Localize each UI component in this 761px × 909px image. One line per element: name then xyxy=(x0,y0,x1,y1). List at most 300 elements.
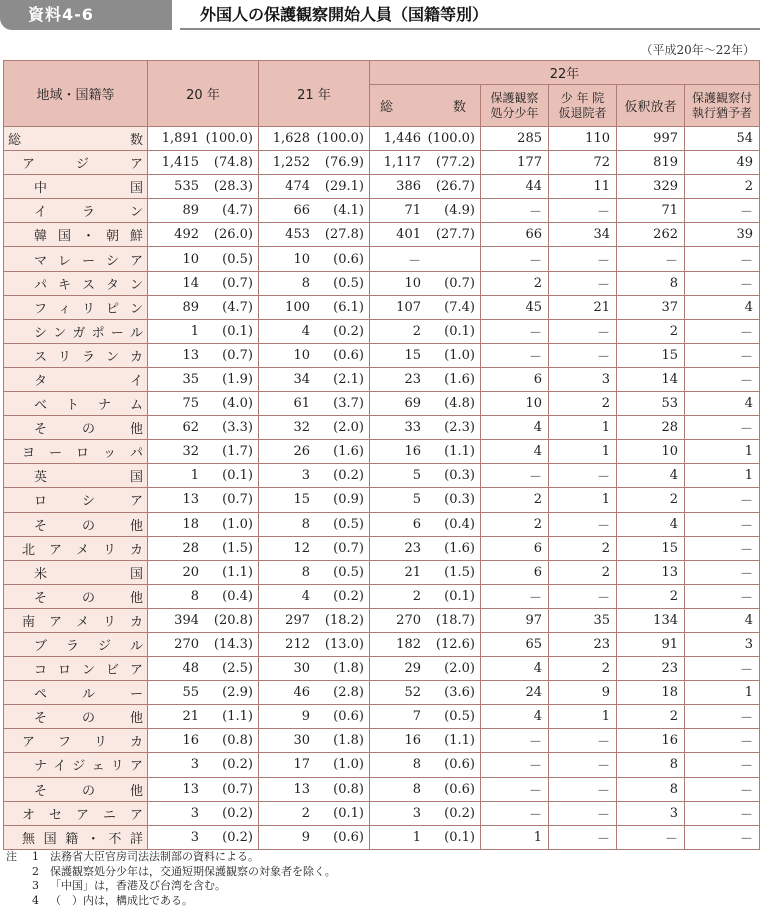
note-text: 「中国」は，香港及び台湾を含む。 xyxy=(50,879,226,892)
cell-value: 9 xyxy=(301,709,310,725)
cell-value: 6 xyxy=(412,516,421,532)
label-char: 国 xyxy=(129,566,143,582)
table-row xyxy=(4,536,760,560)
label-char: ジ xyxy=(97,639,111,655)
cell-value: 52 xyxy=(404,685,421,701)
note-item xyxy=(6,894,336,909)
cell-c4: － xyxy=(685,560,760,584)
cell-percent: (0.8) xyxy=(222,733,253,749)
cell-y21 xyxy=(259,801,370,825)
cell-percent: (0.7) xyxy=(222,492,253,508)
cell-y20 xyxy=(148,681,259,705)
note-prefix xyxy=(6,879,32,894)
cell-percent: (0.6) xyxy=(333,709,364,725)
table-row xyxy=(4,464,760,488)
cell-value: 5 xyxy=(412,468,421,484)
cell-value: 13 xyxy=(293,781,310,797)
data-table xyxy=(3,60,760,850)
label-char: ム xyxy=(129,398,143,414)
label-char: の xyxy=(81,518,95,534)
table-row xyxy=(4,608,760,632)
cell-value: 2 xyxy=(301,805,310,821)
note-prefix: 注 xyxy=(6,850,17,863)
row-label xyxy=(4,608,148,632)
cell-y21 xyxy=(259,151,370,175)
cell-y20 xyxy=(148,632,259,656)
cell-percent: (0.7) xyxy=(222,347,253,363)
label-char: ア xyxy=(129,494,143,510)
cell-y20 xyxy=(148,464,259,488)
label-char: カ xyxy=(129,614,143,630)
row-label xyxy=(4,223,148,247)
cell-percent: (27.7) xyxy=(435,227,475,243)
cell-percent: (26.7) xyxy=(435,179,475,195)
cell-percent: (3.3) xyxy=(222,420,253,436)
cell-y21 xyxy=(259,416,370,440)
cell-value: 32 xyxy=(182,444,199,460)
label-char: 他 xyxy=(129,590,143,606)
label-char: ピ xyxy=(105,301,119,317)
cell-y20 xyxy=(148,488,259,512)
yuyo-line-2: 執行猶予者 xyxy=(691,105,752,120)
cell-value: 3 xyxy=(190,805,199,821)
cell-y20 xyxy=(148,392,259,416)
row-label xyxy=(4,151,148,175)
cell-c4: － xyxy=(685,825,760,849)
label-char: ア xyxy=(48,614,62,630)
label-char: リ xyxy=(93,735,107,751)
row-label xyxy=(4,440,148,464)
label-char: そ xyxy=(34,590,48,606)
cell-y21 xyxy=(259,367,370,391)
cell-y21 xyxy=(259,199,370,223)
table-row xyxy=(4,223,760,247)
cell-c4: － xyxy=(685,729,760,753)
cell-c4: － xyxy=(685,343,760,367)
cell-value: 1,415 xyxy=(161,155,199,171)
cell-percent: (0.2) xyxy=(222,757,253,773)
cell-value: 23 xyxy=(404,371,421,387)
cell-percent: (0.6) xyxy=(333,347,364,363)
row-label xyxy=(4,319,148,343)
cell-y20 xyxy=(148,440,259,464)
cell-y22 xyxy=(370,247,481,271)
label-char: ア xyxy=(129,663,143,679)
label-char: ジ xyxy=(75,157,89,173)
cell-y20 xyxy=(148,199,259,223)
label-char: シ xyxy=(105,253,119,269)
cell-percent: (0.4) xyxy=(222,588,253,604)
label-char: ア xyxy=(129,807,143,823)
cell-percent: (1.1) xyxy=(222,564,253,580)
cell-value: 1 xyxy=(412,829,421,845)
label-char: 国 xyxy=(57,229,71,245)
cell-value: 12 xyxy=(293,540,310,556)
cell-c3: 28 xyxy=(617,416,685,440)
cell-c2: 1 xyxy=(549,705,617,729)
cell-c3: 91 xyxy=(617,632,685,656)
label-char: 数 xyxy=(129,133,143,149)
cell-c3: 3 xyxy=(617,801,685,825)
label-char: ル xyxy=(129,639,143,655)
row-label xyxy=(4,825,148,849)
cell-y20 xyxy=(148,657,259,681)
label-char: そ xyxy=(34,422,48,438)
cell-c1: 6 xyxy=(481,560,549,584)
cell-c2: － xyxy=(549,464,617,488)
cell-y22 xyxy=(370,512,481,536)
cell-c4: 4 xyxy=(685,392,760,416)
label-char: 国 xyxy=(129,181,143,197)
label-char: 他 xyxy=(129,518,143,534)
table-row xyxy=(4,392,760,416)
cell-c3: 2 xyxy=(617,584,685,608)
cell-value: 13 xyxy=(182,492,199,508)
cell-percent: (4.8) xyxy=(444,396,475,412)
label-char: 中 xyxy=(34,181,48,197)
cell-value: 3 xyxy=(190,757,199,773)
cell-percent: (14.3) xyxy=(213,637,253,653)
cell-percent: (1.9) xyxy=(222,371,253,387)
row-label xyxy=(4,801,148,825)
cell-c4: － xyxy=(685,657,760,681)
label-char: ラ xyxy=(65,639,79,655)
cell-value: 5 xyxy=(412,492,421,508)
cell-value: 29 xyxy=(404,661,421,677)
table-row xyxy=(4,367,760,391)
note-number: 1 xyxy=(32,850,39,863)
cell-y21 xyxy=(259,440,370,464)
cell-c2: － xyxy=(549,825,617,849)
cell-percent: (74.8) xyxy=(213,155,253,171)
cell-c3: 262 xyxy=(617,223,685,247)
cell-c2: 34 xyxy=(549,223,617,247)
cell-y22 xyxy=(370,536,481,560)
label-char: ブ xyxy=(34,639,48,655)
cell-c2: － xyxy=(549,512,617,536)
cell-c2: － xyxy=(549,247,617,271)
cell-y22 xyxy=(370,151,481,175)
cell-y22 xyxy=(370,464,481,488)
label-char: ア xyxy=(48,542,62,558)
cell-y20 xyxy=(148,584,259,608)
label-char: の xyxy=(81,590,95,606)
label-char: の xyxy=(81,422,95,438)
cell-c4: 49 xyxy=(685,151,760,175)
cell-percent: (1.0) xyxy=(444,347,475,363)
cell-c3: 819 xyxy=(617,151,685,175)
cell-percent: (0.1) xyxy=(222,323,253,339)
cell-c4: － xyxy=(685,536,760,560)
label-char: レ xyxy=(57,253,71,269)
cell-value: 10 xyxy=(293,251,310,267)
cell-percent: (0.7) xyxy=(444,275,475,291)
cell-y21 xyxy=(259,343,370,367)
row-label xyxy=(4,271,148,295)
cell-value: － xyxy=(407,253,421,269)
cell-c3: 15 xyxy=(617,343,685,367)
cell-value: 8 xyxy=(412,781,421,797)
cell-c1: 4 xyxy=(481,705,549,729)
label-char: セ xyxy=(48,807,62,823)
cell-c4: － xyxy=(685,753,760,777)
label-char: ン xyxy=(129,277,143,293)
row-label xyxy=(4,367,148,391)
cell-c3: 8 xyxy=(617,777,685,801)
table-row xyxy=(4,632,760,656)
label-char: ベ xyxy=(34,398,48,414)
cell-c3: 16 xyxy=(617,729,685,753)
cell-percent: (1.7) xyxy=(222,444,253,460)
cell-c2: － xyxy=(549,801,617,825)
cell-percent: (100.0) xyxy=(316,131,364,147)
cell-y22 xyxy=(370,367,481,391)
cell-c4: 3 xyxy=(685,632,760,656)
label-char: ン xyxy=(53,325,67,341)
cell-c2: 3 xyxy=(549,367,617,391)
hogo-line-1: 保護観察 xyxy=(490,90,539,105)
cell-value: 15 xyxy=(293,492,310,508)
label-char: フ xyxy=(57,735,71,751)
cell-y20 xyxy=(148,801,259,825)
label-char: そ xyxy=(34,518,48,534)
label-char: オ xyxy=(22,807,36,823)
cell-y22 xyxy=(370,560,481,584)
cell-y22 xyxy=(370,632,481,656)
cell-percent: (0.2) xyxy=(444,805,475,821)
cell-y21 xyxy=(259,488,370,512)
cell-c4: 4 xyxy=(685,608,760,632)
label-char: ト xyxy=(65,398,79,414)
cell-y21 xyxy=(259,175,370,199)
cell-y22 xyxy=(370,295,481,319)
label-char: イ xyxy=(53,759,67,775)
cell-y22 xyxy=(370,801,481,825)
shonen-line-2: 仮退院者 xyxy=(558,105,607,120)
period-label: （平成20年～22年） xyxy=(640,43,755,57)
label-char: イ xyxy=(34,205,48,221)
label-char: ン xyxy=(129,301,143,317)
cell-value: 492 xyxy=(174,227,199,243)
cell-c3: 71 xyxy=(617,199,685,223)
cell-c4: － xyxy=(685,199,760,223)
label-char: ー xyxy=(110,325,124,341)
cell-value: 28 xyxy=(182,540,199,556)
cell-value: 100 xyxy=(285,299,310,315)
label-char: ル xyxy=(81,687,95,703)
col-header-y22: 22年 xyxy=(370,61,760,85)
cell-c2: 21 xyxy=(549,295,617,319)
cell-value: 3 xyxy=(412,805,421,821)
cell-value: 3 xyxy=(190,829,199,845)
cell-c3: 134 xyxy=(617,608,685,632)
row-label xyxy=(4,392,148,416)
cell-c3: 10 xyxy=(617,440,685,464)
cell-value: 182 xyxy=(396,637,421,653)
cell-value: 1,891 xyxy=(161,131,199,147)
cell-value: 66 xyxy=(293,203,310,219)
row-label xyxy=(4,681,148,705)
cell-percent: (1.6) xyxy=(444,540,475,556)
table-row xyxy=(4,343,760,367)
cell-percent: (0.6) xyxy=(333,251,364,267)
label-char: 米 xyxy=(34,566,48,582)
cell-c2: 9 xyxy=(549,681,617,705)
label-char: ロ xyxy=(34,494,48,510)
cell-percent: (2.9) xyxy=(222,685,253,701)
cell-y22 xyxy=(370,705,481,729)
label-char: メ xyxy=(75,542,89,558)
cell-value: 8 xyxy=(301,564,310,580)
cell-value: 18 xyxy=(182,516,199,532)
cell-y20 xyxy=(148,223,259,247)
label-char: ロ xyxy=(75,446,89,462)
col-header-karishaku: 仮釈放者 xyxy=(617,85,685,127)
col-header-y21: 21 年 xyxy=(259,61,370,127)
cell-c3: 23 xyxy=(617,657,685,681)
cell-percent: (1.8) xyxy=(333,661,364,677)
cell-c2: 2 xyxy=(549,536,617,560)
cell-value: 7 xyxy=(412,709,421,725)
cell-value: 16 xyxy=(182,733,199,749)
label-char: ニ xyxy=(102,807,116,823)
cell-value: 394 xyxy=(174,612,199,628)
row-label xyxy=(4,753,148,777)
cell-value: 21 xyxy=(404,564,421,580)
cell-value: 30 xyxy=(293,733,310,749)
table-row xyxy=(4,681,760,705)
cell-value: 46 xyxy=(293,685,310,701)
cell-y22 xyxy=(370,127,481,151)
cell-percent: (12.6) xyxy=(435,637,475,653)
cell-y22 xyxy=(370,681,481,705)
cell-c1: 45 xyxy=(481,295,549,319)
cell-c4: 1 xyxy=(685,681,760,705)
cell-y21 xyxy=(259,681,370,705)
label-char: ィ xyxy=(57,301,71,317)
row-label xyxy=(4,127,148,151)
cell-percent: (1.6) xyxy=(444,371,475,387)
cell-value: 8 xyxy=(301,275,310,291)
label-char: カ xyxy=(129,542,143,558)
cell-percent: (29.1) xyxy=(324,179,364,195)
cell-value: 474 xyxy=(285,179,310,195)
note-text: （ ）内は，構成比である。 xyxy=(50,893,193,907)
label-char: ジ xyxy=(72,759,86,775)
table-row xyxy=(4,247,760,271)
cell-percent: (0.8) xyxy=(333,781,364,797)
cell-y22 xyxy=(370,392,481,416)
cell-percent: (2.3) xyxy=(444,420,475,436)
table-row xyxy=(4,488,760,512)
cell-y21 xyxy=(259,632,370,656)
cell-c1: － xyxy=(481,199,549,223)
cell-c1: 66 xyxy=(481,223,549,247)
label-char: そ xyxy=(34,783,48,799)
cell-c4: － xyxy=(685,488,760,512)
cell-c4: 39 xyxy=(685,223,760,247)
cell-percent: (26.0) xyxy=(213,227,253,243)
cell-c3: 53 xyxy=(617,392,685,416)
cell-value: 75 xyxy=(182,396,199,412)
note-item xyxy=(6,879,336,894)
cell-percent: (7.4) xyxy=(444,299,475,315)
row-label xyxy=(4,295,148,319)
cell-y20 xyxy=(148,127,259,151)
cell-percent: (4.9) xyxy=(444,203,475,219)
cell-c3: 13 xyxy=(617,560,685,584)
cell-value: 55 xyxy=(182,685,199,701)
cell-y21 xyxy=(259,392,370,416)
cell-y22 xyxy=(370,223,481,247)
cell-c2: － xyxy=(549,753,617,777)
cell-c4: － xyxy=(685,584,760,608)
cell-c2: 1 xyxy=(549,416,617,440)
label-char: の xyxy=(81,783,95,799)
table-row xyxy=(4,295,760,319)
cell-percent: (2.0) xyxy=(333,420,364,436)
yuyo-line-1: 保護観察付 xyxy=(691,90,752,105)
cell-c2: － xyxy=(549,584,617,608)
cell-value: 1 xyxy=(190,468,199,484)
col-header-y20: 20 年 xyxy=(148,61,259,127)
cell-percent: (0.5) xyxy=(333,564,364,580)
label-char: 他 xyxy=(129,422,143,438)
table-row xyxy=(4,753,760,777)
label-char: ラ xyxy=(81,205,95,221)
cell-percent: (0.5) xyxy=(444,709,475,725)
cell-value: 1,252 xyxy=(272,155,310,171)
cell-percent: (0.1) xyxy=(444,323,475,339)
cell-value: 35 xyxy=(182,371,199,387)
table-row xyxy=(4,271,760,295)
table-row xyxy=(4,825,760,849)
label-char: の xyxy=(81,711,95,727)
cell-y21 xyxy=(259,584,370,608)
label-char: ッ xyxy=(102,446,116,462)
label-char: シ xyxy=(34,325,48,341)
label-char: ナ xyxy=(97,398,111,414)
label-char: 国 xyxy=(129,470,143,486)
cell-value: 212 xyxy=(285,637,310,653)
cell-y22 xyxy=(370,199,481,223)
cell-y22 xyxy=(370,753,481,777)
label-char: ア xyxy=(129,253,143,269)
cell-value: 1 xyxy=(190,323,199,339)
label-char: ン xyxy=(81,663,95,679)
cell-value: 15 xyxy=(404,347,421,363)
cell-c1: 24 xyxy=(481,681,549,705)
cell-value: 17 xyxy=(293,757,310,773)
cell-percent: (13.0) xyxy=(324,637,364,653)
table-body xyxy=(4,127,760,850)
cell-value: 23 xyxy=(404,540,421,556)
cell-y21 xyxy=(259,705,370,729)
cell-c1: － xyxy=(481,801,549,825)
cell-c1: － xyxy=(481,247,549,271)
cell-percent: (18.7) xyxy=(435,612,475,628)
cell-percent: (0.1) xyxy=(222,468,253,484)
cell-value: 33 xyxy=(404,420,421,436)
cell-c1: 6 xyxy=(481,536,549,560)
cell-percent: (1.0) xyxy=(333,757,364,773)
cell-percent: (2.0) xyxy=(444,661,475,677)
cell-c2: 23 xyxy=(549,632,617,656)
label-char: マ xyxy=(34,253,48,269)
label-char: シ xyxy=(81,494,95,510)
cell-value: 10 xyxy=(293,347,310,363)
cell-c1: － xyxy=(481,343,549,367)
